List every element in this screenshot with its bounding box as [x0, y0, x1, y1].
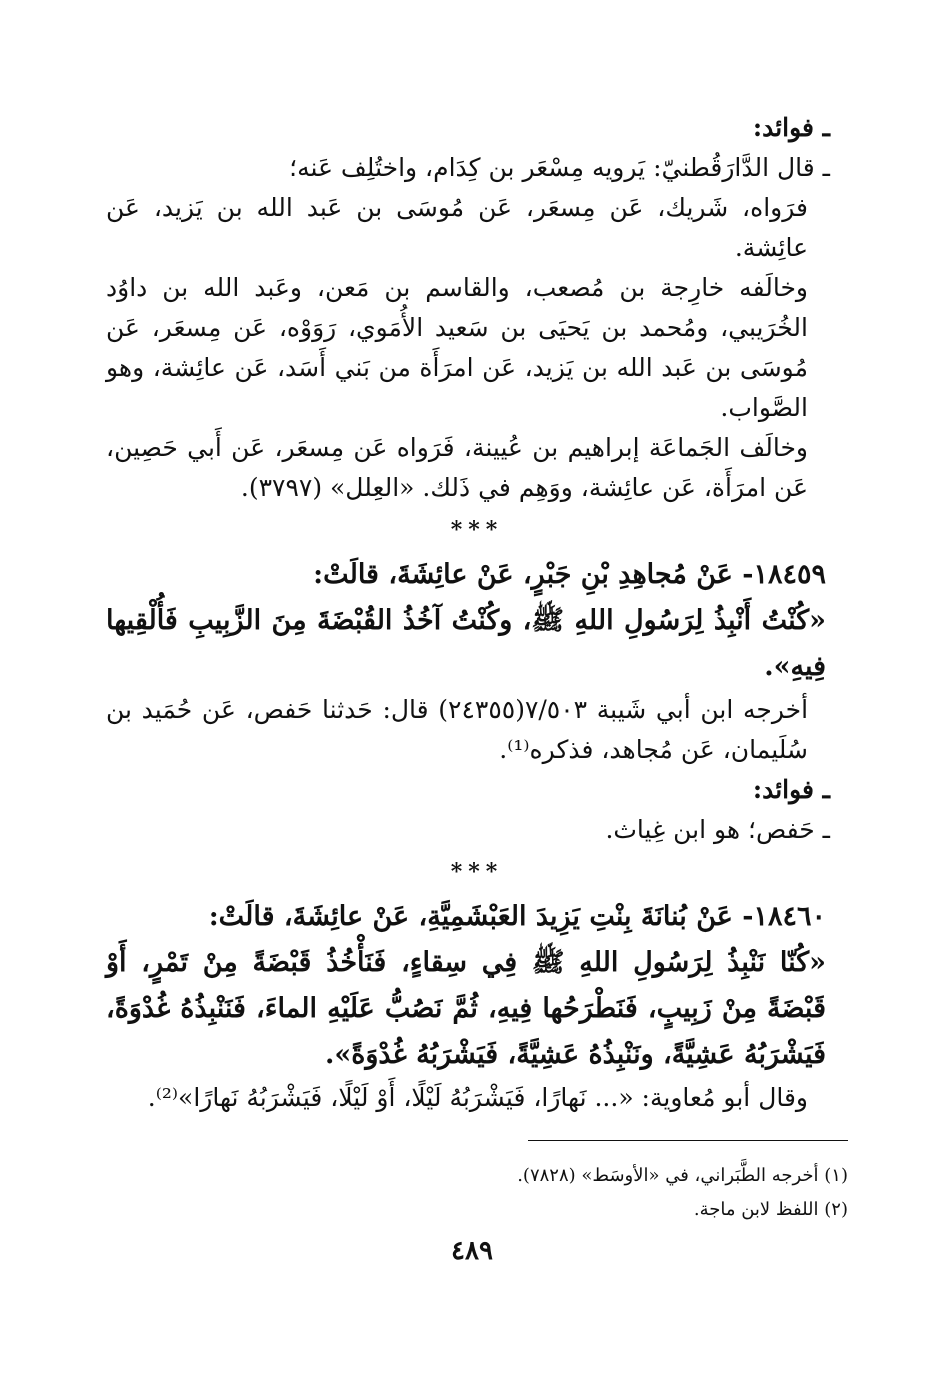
paragraph: فرَواه، شَريك، عَن مِسعَر، عَن مُوسَى بن عَبد الله بن يَزيد، عَن عائِشة.	[106, 193, 808, 262]
hadith-heading: ١٨٤٦٠- عَنْ بُنانَةَ بِنْتِ يَزِيدَ العَبْشَمِيَّةِ، عَنْ عائِشَةَ، قالَتْ:	[208, 901, 826, 932]
paragraph: ـ حَفص؛ هو ابن غِياث.	[605, 815, 830, 844]
footnote: (١) أخرجه الطَّبَراني، في «الأوسَط» (٧٨٢٨).	[517, 1165, 848, 1186]
footnote-separator	[528, 1140, 848, 1141]
book-page	[106, 108, 848, 1348]
paragraph: وخالَفه خارِجة بن مُصعب، والقاسم بن مَعن، وعَبد الله بن داوُد الخُرَيبي، ومُحمد بن يَحيَى بن سَعيد الأُمَوي، رَوَوْه، عَن مِسعَر، عَن مُوسَى بن عَبد الله بن يَزيد، عَن امرَأَة من بَني أَسَد، عَن عائِشة، وهو الصَّواب.	[106, 273, 808, 422]
paragraph: وخالَف الجَماعَة إبراهيم بن عُيينة، فَرَواه عَن مِسعَر، عَن أَبي حَصِين، عَن امرَأَة، عَن عائِشة، ووَهِم في ذَلك. «العِلل» (٣٧٩٧).	[106, 433, 808, 502]
paragraph: أخرجه ابن أبي شَيبة ٧/٥٠٣(٢٤٣٥٥) قال: حَدثنا حَفص، عَن حُمَيد بن سُلَيمان، عَن مُجاهد، فذكره⁽¹⁾.	[106, 695, 809, 764]
benefits-heading: ـ فوائد:	[752, 775, 830, 804]
benefits-heading: ـ فوائد:	[752, 113, 830, 142]
hadith-text: «كُنّا نَنْبِذُ لِرَسُولِ اللهِ ﷺ فِي سِقاءٍ، فَنَأْخُذُ قَبْضَةً مِنْ تَمْرٍ، أَوْ قَبْضَةً مِنْ زَبِيبٍ، فَنَطْرَحُها فِيهِ، ثُمَّ نَصُبُّ عَلَيْهِ الماءَ، فَنَنْبِذُهُ غُدْوَةً، فَيَشْرَبُهُ عَشِيَّةً، ونَنْبِذُهُ عَشِيَّةً، فَيَشْرَبُهُ غُدْوَةً».	[106, 947, 826, 1070]
section-separator: ***	[450, 517, 504, 543]
hadith-heading: ١٨٤٥٩- عَنْ مُجاهِدِ بْنِ جَبْرٍ، عَنْ عائِشَةَ، قالَتْ:	[313, 559, 826, 590]
section-separator: ***	[450, 859, 504, 885]
page-number: ٤٨٩	[451, 1236, 493, 1266]
paragraph: وقال أبو مُعاوية: «... نَهارًا، فَيَشْرَبُهُ لَيْلًا، أَوْ لَيْلًا، فَيَشْرَبُهُ نَهارًا»⁽²⁾.	[147, 1083, 808, 1112]
paragraph: ـ قال الدَّارَقُطنيّ: يَرويه مِسْعَر بن كِدَام، واختُلِف عَنه؛	[289, 153, 830, 182]
footnote: (٢) اللفظ لابن ماجة.	[693, 1199, 848, 1220]
hadith-text: «كُنْتُ أَنْبِذُ لِرَسُولِ اللهِ ﷺ، وكُنْتُ آخُذُ القُبْضَةَ مِنَ الزَّبِيبِ فَأُلْقِيها فِيهِ».	[106, 605, 826, 682]
